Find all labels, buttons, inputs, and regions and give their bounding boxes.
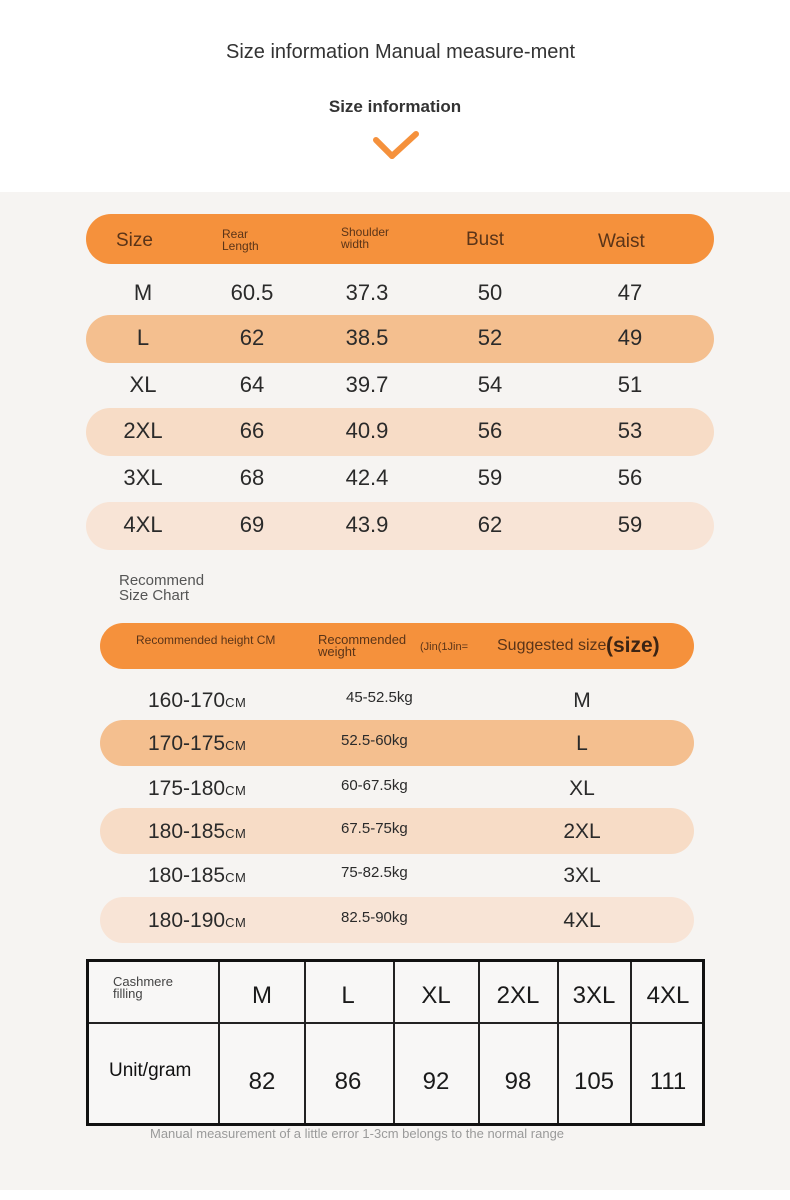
suggested-size-cell: 2XL bbox=[563, 820, 601, 843]
weight-cell: 52.5-60kg bbox=[341, 732, 408, 749]
cashmere-filling-label: Cashmere filling bbox=[113, 974, 173, 1001]
gram-value-cell: 82 bbox=[248, 1068, 276, 1095]
table-row bbox=[86, 315, 714, 363]
header-shoulder-width: Shoulder width bbox=[341, 225, 390, 251]
table-cell: 53 bbox=[617, 418, 643, 443]
header-rear-length: Rear Length bbox=[222, 227, 259, 253]
table-divider-horizontal bbox=[89, 1022, 702, 1024]
suggested-size-cell: 3XL bbox=[563, 864, 601, 887]
table-cell: 56 bbox=[617, 465, 643, 490]
height-unit: CM bbox=[225, 870, 247, 885]
gram-value-cell: 98 bbox=[504, 1068, 532, 1095]
header-size-tag: (size) bbox=[606, 634, 660, 657]
table-row bbox=[86, 362, 714, 410]
height-cell bbox=[148, 777, 246, 801]
table-cell: 60.5 bbox=[230, 280, 274, 305]
table-divider bbox=[218, 962, 220, 1123]
cashmere-filling-table bbox=[86, 959, 705, 1126]
size-header-cell: 4XL bbox=[646, 982, 690, 1009]
table-cell: L bbox=[136, 325, 150, 350]
suggested-size-cell: L bbox=[576, 732, 588, 755]
height-unit: CM bbox=[225, 826, 247, 841]
bottom-strip bbox=[0, 1190, 790, 1200]
table-row bbox=[100, 765, 694, 811]
suggested-size-cell: M bbox=[573, 689, 591, 712]
measurement-note: Manual measurement of a little error 1-3cm belongs to the normal range bbox=[150, 1126, 565, 1141]
weight-cell: 45-52.5kg bbox=[346, 689, 413, 706]
table-row bbox=[86, 455, 714, 503]
table-cell: 43.9 bbox=[345, 512, 389, 537]
suggested-size-cell: 4XL bbox=[563, 909, 601, 932]
height-value: 175-180 bbox=[148, 777, 226, 800]
height-unit: CM bbox=[225, 738, 247, 753]
table-cell: 59 bbox=[617, 512, 643, 537]
section-subtitle: Size information bbox=[328, 97, 462, 116]
table-divider bbox=[393, 962, 395, 1123]
size-header-cell: 2XL bbox=[496, 982, 540, 1009]
table-row bbox=[100, 677, 694, 723]
table-divider bbox=[304, 962, 306, 1123]
height-cell bbox=[148, 909, 246, 933]
header-weight-note: (Jin(1Jin= bbox=[420, 641, 468, 653]
height-cell bbox=[148, 820, 246, 844]
height-unit: CM bbox=[225, 915, 247, 930]
height-value: 180-185 bbox=[148, 864, 226, 887]
table-cell: 50 bbox=[477, 280, 503, 305]
header-suggested-size: Suggested size bbox=[497, 637, 607, 654]
table-row bbox=[86, 408, 714, 456]
height-value: 180-190 bbox=[148, 909, 226, 932]
table-cell: XL bbox=[129, 372, 157, 397]
table-row bbox=[100, 852, 694, 898]
gram-value-cell: 105 bbox=[573, 1068, 615, 1095]
table-cell: 49 bbox=[617, 325, 643, 350]
unit-gram-label: Unit/gram bbox=[109, 1060, 192, 1081]
gram-value-cell: 86 bbox=[334, 1068, 362, 1095]
height-cell bbox=[148, 864, 246, 888]
table-cell: 52 bbox=[477, 325, 503, 350]
height-unit: CM bbox=[225, 783, 247, 798]
table-cell: 39.7 bbox=[345, 372, 389, 397]
header-waist: Waist bbox=[598, 231, 645, 252]
table-cell: 66 bbox=[239, 418, 265, 443]
table-cell: 2XL bbox=[123, 418, 163, 443]
header-recommended-weight: Recommended weight bbox=[318, 632, 407, 659]
table-cell: 3XL bbox=[123, 465, 163, 490]
table-cell: 62 bbox=[477, 512, 503, 537]
table-row bbox=[100, 897, 694, 943]
table-cell: 42.4 bbox=[345, 465, 389, 490]
table-cell: 69 bbox=[239, 512, 265, 537]
table-cell: 56 bbox=[477, 418, 503, 443]
table-cell: 37.3 bbox=[345, 280, 389, 305]
header-bust: Bust bbox=[466, 229, 505, 250]
height-value: 170-175 bbox=[148, 732, 226, 755]
weight-cell: 60-67.5kg bbox=[341, 777, 408, 794]
height-value: 160-170 bbox=[148, 689, 226, 712]
table-divider bbox=[630, 962, 632, 1123]
page-title: Size information Manual measure-ment bbox=[226, 41, 576, 63]
table-cell: 64 bbox=[239, 372, 265, 397]
height-value: 180-185 bbox=[148, 820, 226, 843]
chevron-down-icon bbox=[372, 130, 420, 162]
gram-value-cell: 92 bbox=[422, 1068, 450, 1095]
height-cell bbox=[148, 689, 246, 713]
header-size: Size bbox=[116, 230, 153, 251]
table-cell: 4XL bbox=[123, 512, 163, 537]
size-table-header bbox=[86, 214, 714, 264]
height-cell bbox=[148, 732, 246, 756]
table-divider bbox=[557, 962, 559, 1123]
table-cell: 47 bbox=[617, 280, 643, 305]
table-row bbox=[86, 502, 714, 550]
table-row bbox=[100, 808, 694, 854]
table-cell: 68 bbox=[239, 465, 265, 490]
weight-cell: 82.5-90kg bbox=[341, 909, 408, 926]
table-cell: 62 bbox=[239, 325, 265, 350]
size-header-cell: M bbox=[252, 982, 272, 1009]
weight-cell: 67.5-75kg bbox=[341, 820, 408, 837]
table-cell: M bbox=[133, 280, 153, 305]
table-cell: 54 bbox=[477, 372, 503, 397]
recommend-size-chart-label: Recommend Size Chart bbox=[119, 572, 205, 604]
table-cell: 38.5 bbox=[345, 325, 389, 350]
size-header-cell: 3XL bbox=[572, 982, 616, 1009]
recommend-table-header bbox=[100, 623, 694, 669]
table-row bbox=[86, 270, 714, 318]
suggested-size-cell: XL bbox=[569, 777, 595, 800]
header-recommended-height: Recommended height CM bbox=[136, 633, 276, 647]
table-cell: 51 bbox=[617, 372, 643, 397]
table-cell: 59 bbox=[477, 465, 503, 490]
size-header-cell: L bbox=[341, 982, 355, 1009]
size-header-cell: XL bbox=[421, 982, 451, 1009]
table-divider bbox=[478, 962, 480, 1123]
height-unit: CM bbox=[225, 695, 247, 710]
gram-value-cell: 111 bbox=[649, 1068, 687, 1095]
weight-cell: 75-82.5kg bbox=[341, 864, 408, 881]
table-cell: 40.9 bbox=[345, 418, 389, 443]
table-row bbox=[100, 720, 694, 766]
top-banner bbox=[0, 0, 790, 192]
